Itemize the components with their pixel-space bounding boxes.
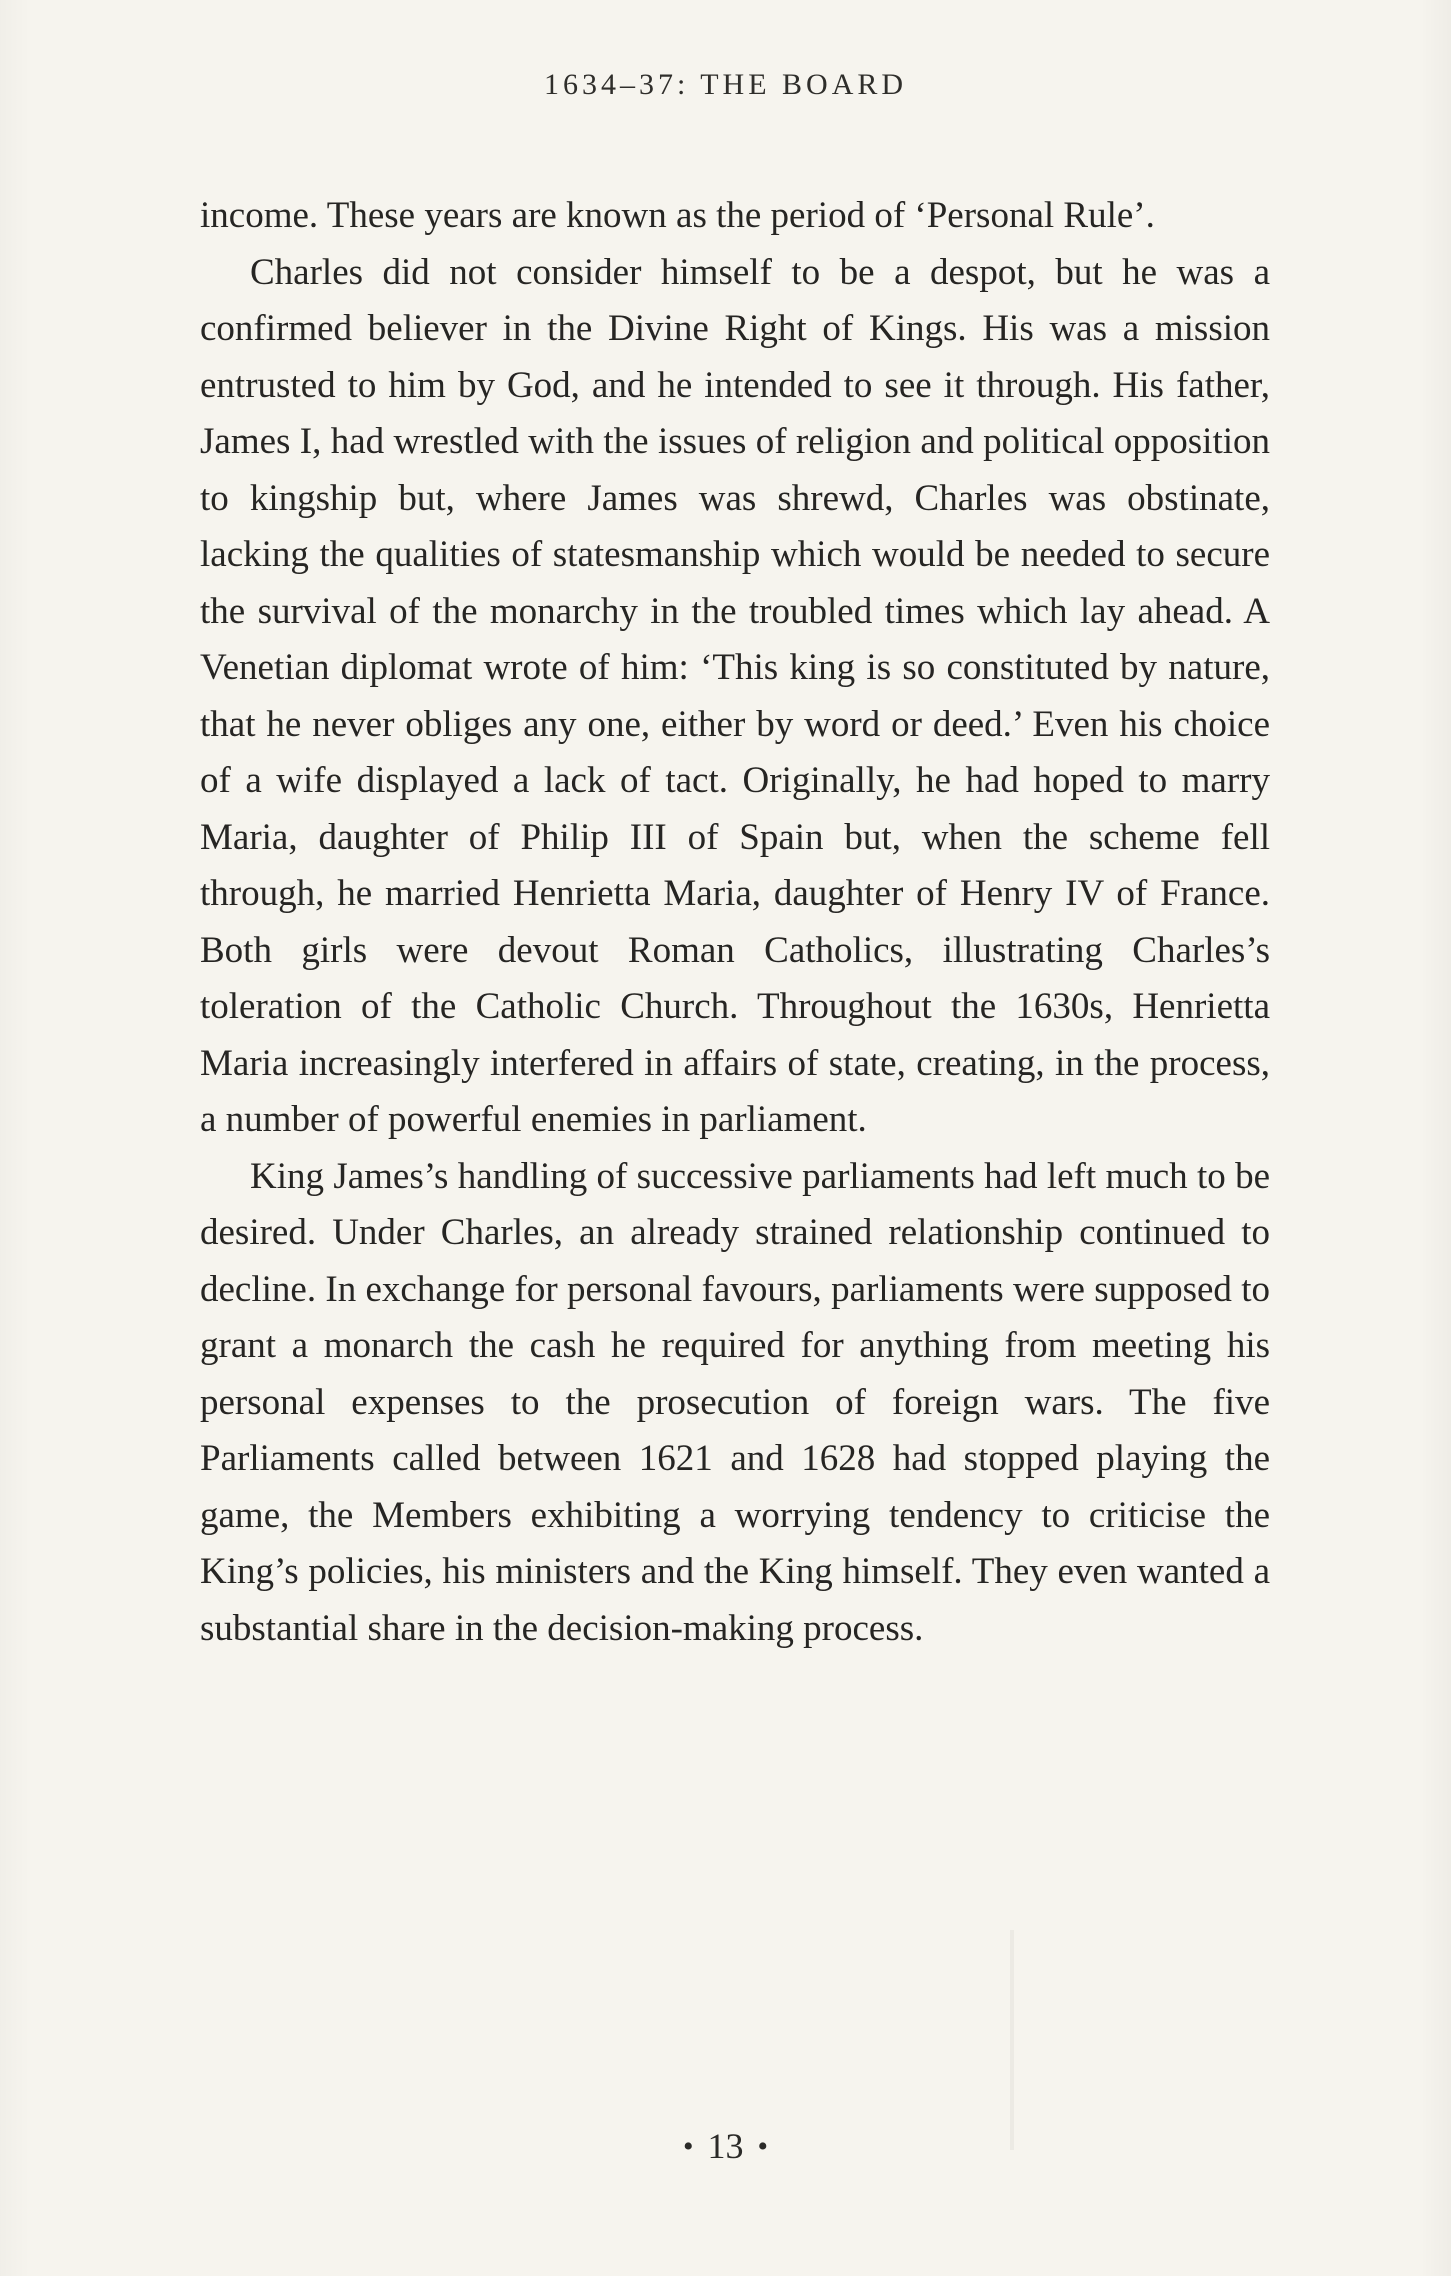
running-head: 1634–37: THE BOARD bbox=[543, 68, 908, 101]
paragraph-continued: income. These years are known as the period of ‘Personal Rule’. bbox=[200, 195, 1155, 236]
body-text bbox=[200, 188, 1270, 1657]
paragraph-charles: Charles did not consider himself to be a despot, but he was a confirmed believer in the Divine Right of Kings. His was a mission entrusted to him by God, and he intended to see it through. His father, James I, had wrestled with the issues of religion and political opposition to kingship but, where James was shrewd, Charles was obstinate, lacking the qualities of statesmanship which would be needed to secure the survival of the monarchy in the troubled times which lay ahead. A Venetian diplomat wrote of him: ‘This king is so constituted by nature, that he never obliges any one, either by word or deed.’ Even his choice of a wife displayed a lack of tact. Originally, he had hoped to marry Maria, daughter of Philip III of Spain but, when the scheme fell through, he married Henrietta Maria, daughter of Henry IV of France. Both girls were devout Roman Catholics, illustrating Charles’s toleration of the Catholic Church. Throughout the 1630s, Henrietta Maria increasingly interfered in affairs of state, creating, in the process, a number of powerful enemies in parliament. bbox=[200, 251, 1270, 1140]
folio-bullet-right: • bbox=[757, 2130, 769, 2163]
folio-bullet-left: • bbox=[682, 2130, 694, 2163]
page-folio bbox=[0, 2125, 1451, 2167]
paper-show-through bbox=[1010, 1930, 1014, 2150]
page-number: 13 bbox=[707, 2126, 744, 2166]
paragraph-parliaments: King James’s handling of successive parliaments had left much to be desired. Under Charles, an already strained relationship continued to decline. In exchange for personal favours, parliaments were supposed to grant a monarch the cash he required for anything from meeting his personal expenses to the prosecution of foreign wars. The five Parliaments called between 1621 and 1628 had stopped playing the game, the Members exhibiting a worrying tendency to criticise the King’s policies, his ministers and the King himself. They even wanted a substantial share in the decision-making process. bbox=[200, 1155, 1270, 1649]
